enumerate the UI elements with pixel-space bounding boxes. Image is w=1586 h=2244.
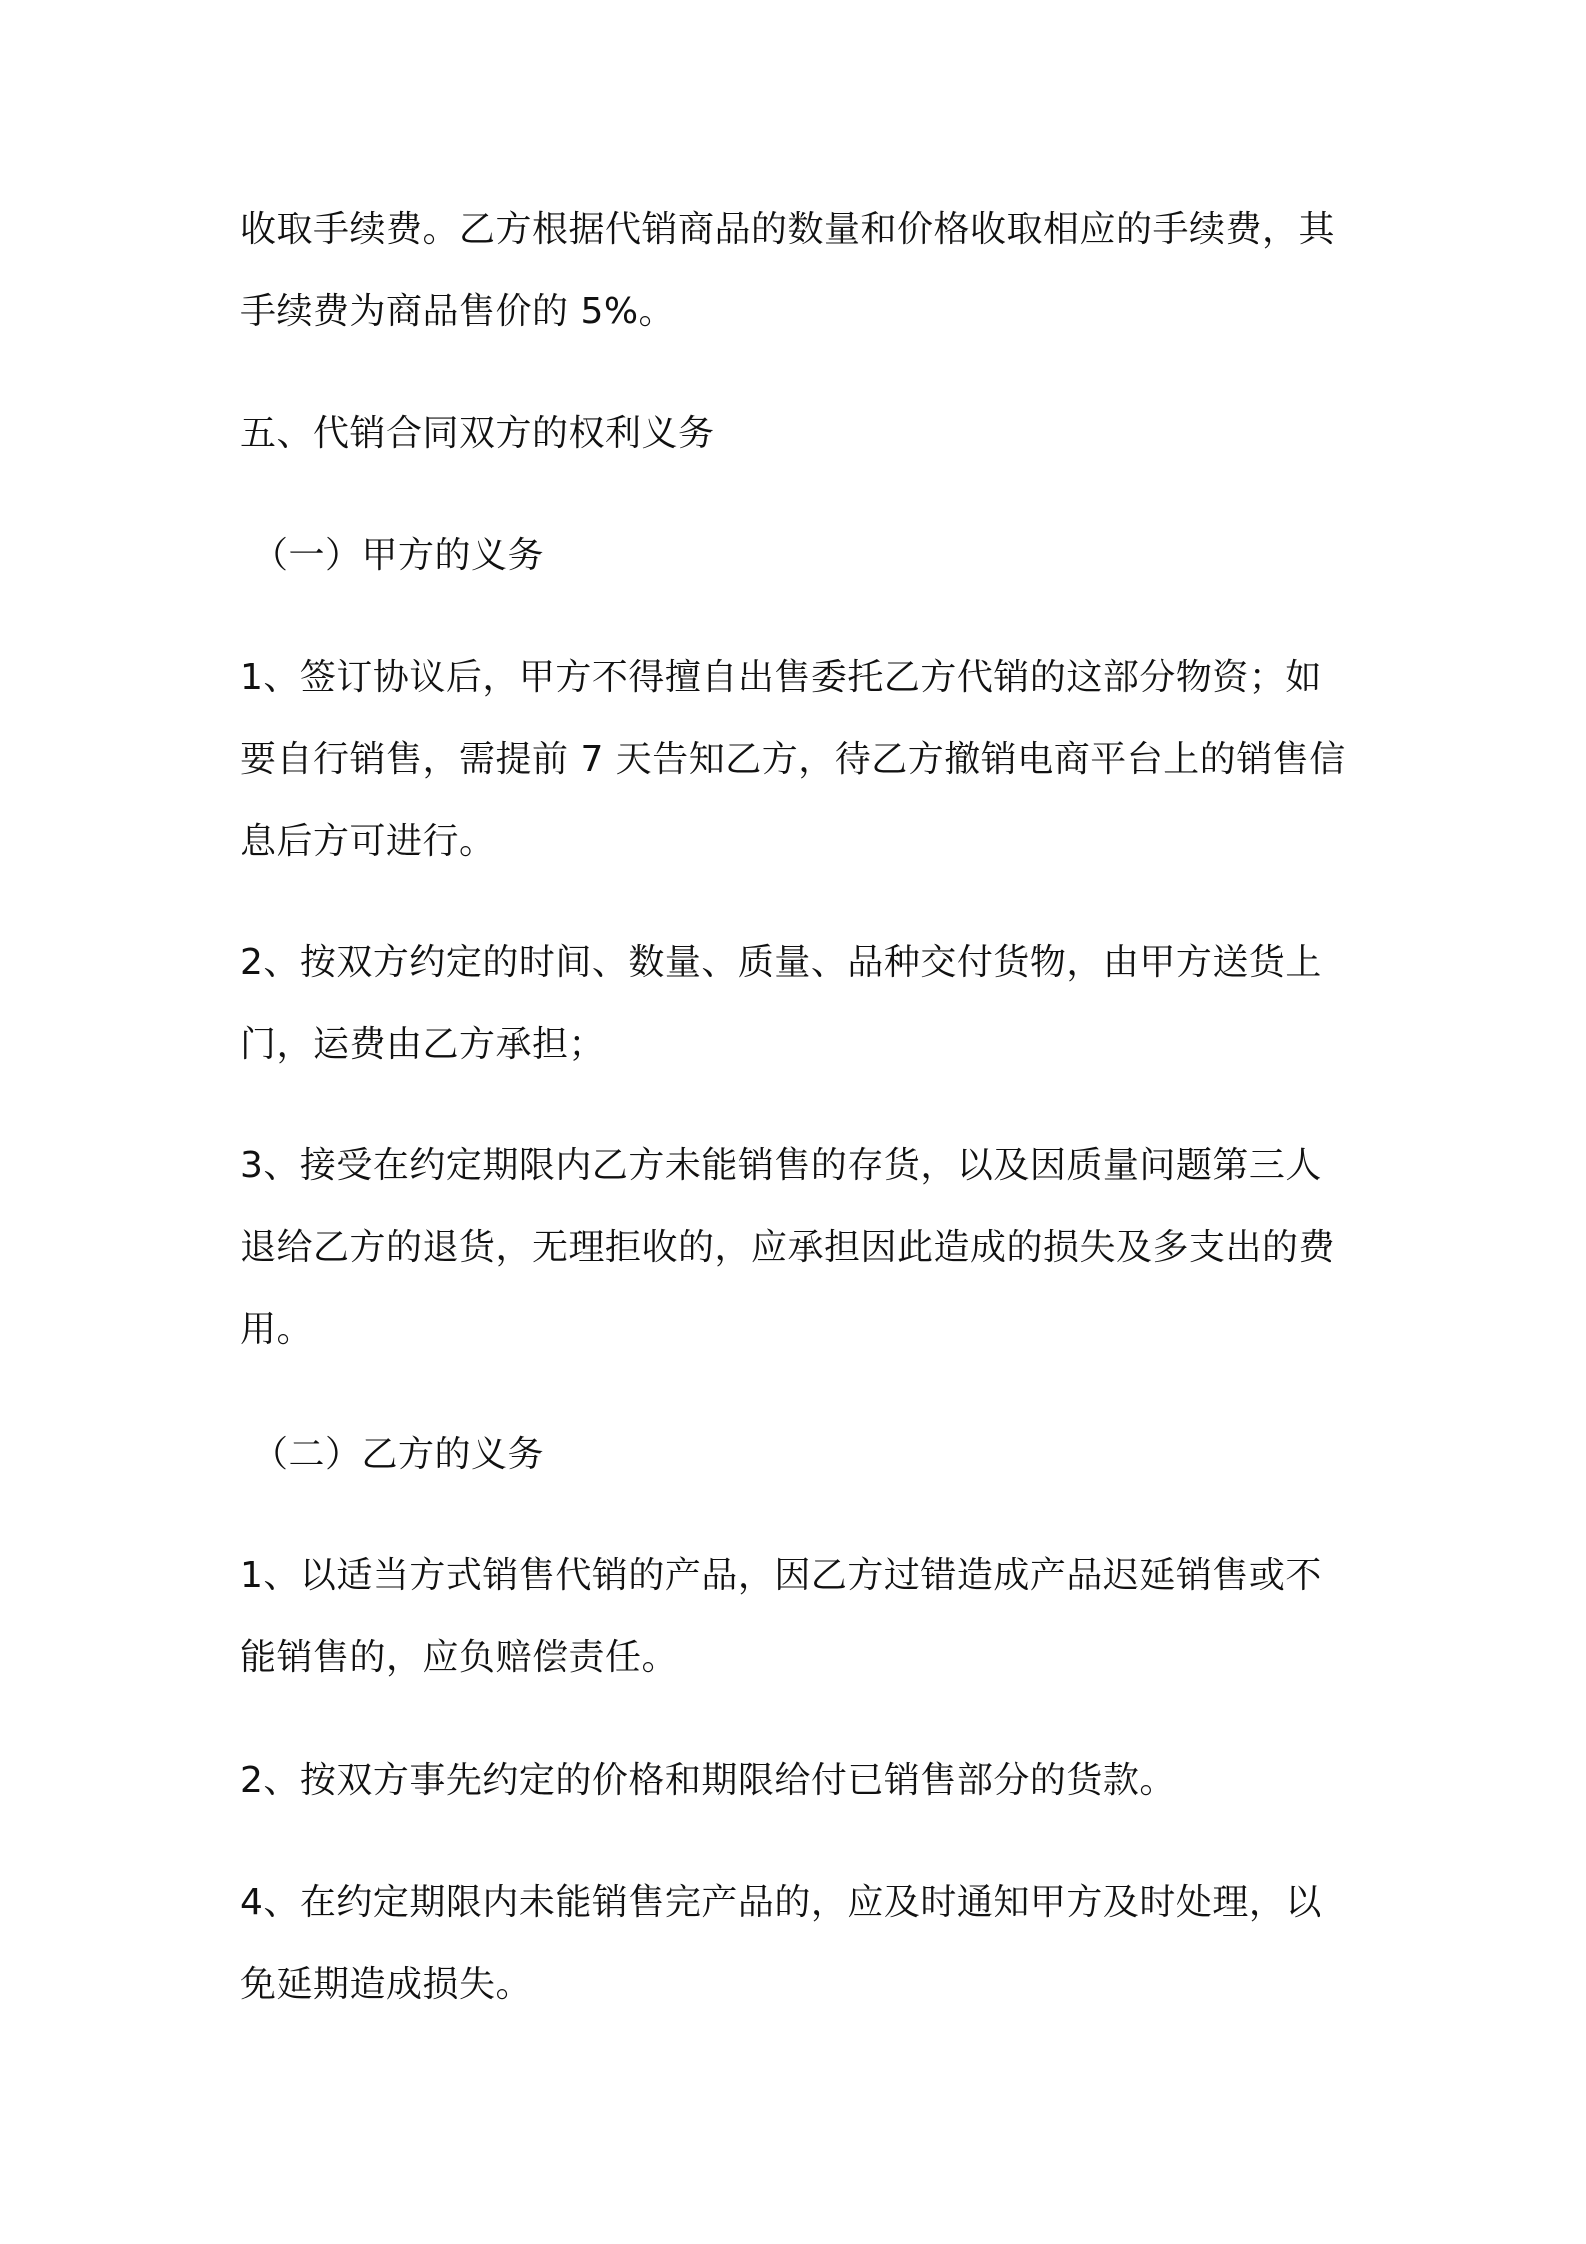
text-line: 4、在约定期限内未能销售完产品的，应及时通知甲方及时处理，以 [240, 1882, 1322, 1923]
heading-text: （一）甲方的义务 [252, 535, 545, 576]
text-line: 退给乙方的退货，无理拒收的，应承担因此造成的损失及多支出的费 [240, 1227, 1336, 1268]
text-line: 3、接受在约定期限内乙方未能销售的存货，以及因质量问题第三人 [240, 1145, 1322, 1186]
text-line: 要自行销售，需提前 7 天告知乙方，待乙方撤销电商平台上的销售信 [240, 739, 1346, 780]
section-title-rights-obligations [240, 393, 1360, 475]
text-line: 用。 [240, 1309, 314, 1350]
text-line: 能销售的，应负赔偿责任。 [240, 1637, 679, 1678]
text-line: 门，运费由乙方承担； [240, 1024, 606, 1065]
text-line: 2、按双方事先约定的价格和期限给付已销售部分的货款。 [240, 1760, 1176, 1801]
paragraph-a2 [240, 922, 1360, 1086]
paragraph-a3 [240, 1125, 1360, 1371]
heading-text: 五、代销合同双方的权利义务 [240, 413, 715, 454]
text-line: 免延期造成损失。 [240, 1964, 533, 2005]
subsection-title-party-a [252, 515, 1372, 597]
paragraph-a1 [240, 637, 1360, 883]
text-line: 1、以适当方式销售代销的产品，因乙方过错造成产品迟延销售或不 [240, 1555, 1322, 1596]
subsection-title-party-b [252, 1414, 1372, 1496]
paragraph-b2 [240, 1740, 1360, 1822]
paragraph-handling-fee [240, 189, 1360, 353]
paragraph-b1 [240, 1535, 1360, 1699]
text-line: 收取手续费。乙方根据代销商品的数量和价格收取相应的手续费，其 [240, 209, 1336, 250]
text-line: 2、按双方约定的时间、数量、质量、品种交付货物，由甲方送货上 [240, 942, 1322, 983]
text-line: 息后方可进行。 [240, 821, 496, 862]
paragraph-b4 [240, 1862, 1360, 2026]
text-line: 手续费为商品售价的 5%。 [240, 291, 676, 332]
heading-text: （二）乙方的义务 [252, 1434, 545, 1475]
text-line: 1、签订协议后，甲方不得擅自出售委托乙方代销的这部分物资；如 [240, 657, 1322, 698]
